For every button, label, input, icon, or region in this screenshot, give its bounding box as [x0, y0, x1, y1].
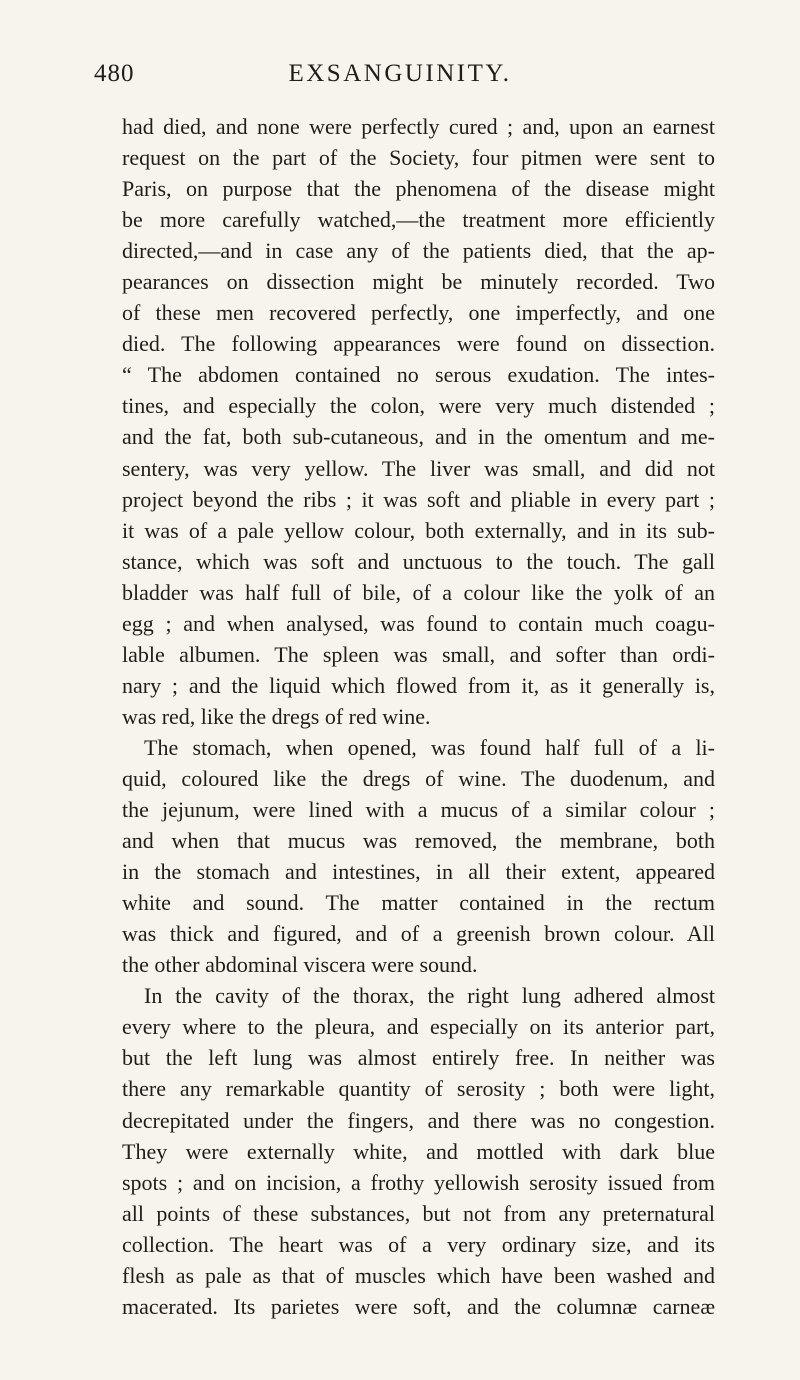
running-title: EXSANGUINITY. [288, 60, 512, 87]
text-line: but the left lung was almost entirely free. In neither was [122, 1045, 715, 1071]
text-line: bladder was half full of bile, of a colour like the yolk of an [122, 579, 715, 605]
text-line: every where to the pleura, and especially on its anterior part, [122, 1014, 715, 1040]
text-line: In the cavity of the thorax, the right lung adhered almost [144, 983, 715, 1009]
text-line: request on the part of the Society, four pitmen were sent to [122, 145, 715, 171]
text-line: decrepitated under the fingers, and there was no congestion. [122, 1107, 715, 1133]
text-line: quid, coloured like the dregs of wine. The duodenum, and [122, 765, 715, 791]
text-line: and when that mucus was removed, the membrane, both [122, 828, 715, 854]
text-line: macerated. Its parietes were soft, and the columnæ carneæ [122, 1293, 715, 1319]
text-line: it was of a pale yellow colour, both externally, and in its sub- [122, 517, 715, 543]
text-line: lable albumen. The spleen was small, and softer than ordi- [122, 641, 715, 667]
text-line: tines, and especially the colon, were very much distended ; [122, 393, 715, 419]
text-line: and the fat, both sub-cutaneous, and in the omentum and me- [122, 424, 715, 450]
text-line: all points of these substances, but not from any preternatural [122, 1200, 715, 1226]
body-text [122, 111, 715, 1322]
text-line: “ The abdomen contained no serous exudation. The intes- [122, 362, 715, 388]
text-line: the jejunum, were lined with a mucus of a similar colour ; [122, 797, 715, 823]
text-line: Paris, on purpose that the phenomena of the disease might [122, 176, 715, 202]
text-line: spots ; and on incision, a frothy yellowish serosity issued from [122, 1169, 715, 1195]
text-line: died. The following appearances were found on dissection. [122, 331, 715, 357]
text-line: The stomach, when opened, was found half full of a li- [144, 734, 715, 760]
text-line: directed,—and in case any of the patients died, that the ap- [122, 238, 715, 264]
text-line: had died, and none were perfectly cured ; and, upon an earnest [122, 114, 715, 139]
text-line: was red, like the dregs of red wine. [122, 703, 431, 729]
text-line: in the stomach and intestines, in all their extent, appeared [122, 859, 715, 885]
text-line: sentery, was very yellow. The liver was small, and did not [122, 455, 715, 481]
text-line: pearances on dissection might be minutely recorded. Two [122, 269, 715, 295]
text-line: collection. The heart was of a very ordinary size, and its [122, 1231, 715, 1257]
text-line: was thick and figured, and of a greenish brown colour. All [122, 921, 715, 947]
text-line: there any remarkable quantity of serosity ; both were light, [122, 1076, 715, 1102]
text-line: white and sound. The matter contained in the rectum [122, 890, 715, 916]
text-line: stance, which was soft and unctuous to the touch. The gall [122, 548, 715, 574]
text-line: They were externally white, and mottled with dark blue [122, 1138, 715, 1164]
text-line: egg ; and when analysed, was found to contain much coagu- [122, 610, 715, 636]
page-number: 480 [94, 60, 135, 87]
text-line: nary ; and the liquid which flowed from it, as it generally is, [122, 672, 715, 698]
page-header [94, 60, 706, 100]
text-line: of these men recovered perfectly, one imperfectly, and one [122, 300, 715, 326]
text-line: the other abdominal viscera were sound. [122, 952, 478, 978]
text-line: be more carefully watched,—the treatment more efficiently [122, 207, 715, 233]
text-line: flesh as pale as that of muscles which have been washed and [122, 1262, 715, 1288]
text-line: project beyond the ribs ; it was soft and pliable in every part ; [122, 486, 715, 512]
